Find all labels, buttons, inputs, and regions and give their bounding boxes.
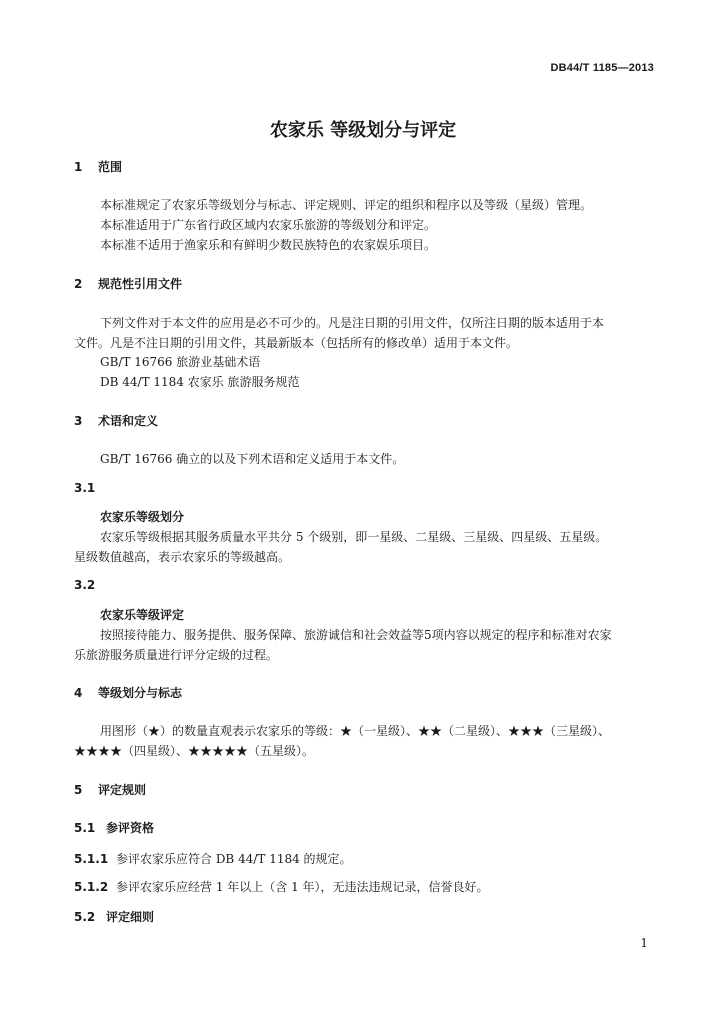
clause-number: 5.1.2 [74,880,109,894]
paragraph-continued: 乐旅游服务质量进行评分定级的过程。 [74,648,279,662]
clause-text: 参评农家乐应符合 DB 44/T 1184 的规定。 [116,852,352,866]
section-title: 规范性引用文件 [98,277,183,291]
paragraph-continued: 星级数值越高，表示农家乐的等级越高。 [74,550,291,564]
term-heading: 农家乐等级评定 [100,608,185,622]
term-number: 3.2 [74,578,96,592]
paragraph-continued: 文件。凡是不注日期的引用文件，其最新版本（包括所有的修改单）适用于本文件。 [74,336,519,350]
page-number: 1 [640,936,648,950]
paragraph: 本标准不适用于渔家乐和有鲜明少数民族特色的农家娱乐项目。 [100,238,437,252]
section-number: 2 [74,277,83,291]
section-title: 范围 [98,160,123,174]
paragraph: 按照接待能力、服务提供、服务保障、旅游诚信和社会效益等5项内容以规定的程序和标准对农家 [100,628,612,642]
paragraph: 用图形（★）的数量直观表示农家乐的等级：★（一星级）、★★（二星级）、★★★（三星级）、 [100,724,611,738]
section-number: 5 [74,783,83,797]
subsection-title: 评定细则 [106,910,155,924]
subsection-5-1-heading [74,819,154,836]
section-number: 4 [74,686,83,700]
clause-text: 参评农家乐应经营 1 年以上（含 1 年），无违法违规记录，信誉良好。 [116,880,489,894]
term-number: 3.1 [74,481,96,495]
clause-5-1-2 [74,878,489,895]
document-title: 农家乐 等级划分与评定 [269,120,457,141]
section-title: 等级划分与标志 [98,686,183,700]
clause-number: 5.1.1 [74,852,109,866]
section-2-heading [74,275,182,292]
section-3-heading [74,412,158,429]
section-5-heading [74,781,146,798]
section-1-heading [74,158,122,175]
term-heading: 农家乐等级划分 [100,510,185,524]
paragraph: 农家乐等级根据其服务质量水平共分 5 个级别，即一星级、二星级、三星级、四星级、五星级。 [100,530,608,544]
section-number: 3 [74,414,83,428]
clause-5-1-1 [74,850,352,867]
paragraph: 本标准规定了农家乐等级划分与标志、评定规则、评定的组织和程序以及等级（星级）管理。 [100,198,593,212]
reference-item: DB 44/T 1184 农家乐 旅游服务规范 [100,375,300,389]
section-title: 评定规则 [98,783,147,797]
subsection-number: 5.1 [74,821,96,835]
section-4-heading [74,684,182,701]
subsection-number: 5.2 [74,910,96,924]
standard-code: DB44/T 1185—2013 [550,62,654,74]
subsection-title: 参评资格 [106,821,155,835]
reference-item: GB/T 16766 旅游业基础术语 [100,355,261,369]
section-title: 术语和定义 [98,414,159,428]
paragraph-continued: ★★★★（四星级）、★★★★★（五星级）。 [74,744,315,758]
paragraph: 本标准适用于广东省行政区域内农家乐旅游的等级划分和评定。 [100,218,437,232]
paragraph: 下列文件对于本文件的应用是必不可少的。凡是注日期的引用文件，仅所注日期的版本适用于本 [100,316,605,330]
paragraph: GB/T 16766 确立的以及下列术语和定义适用于本文件。 [100,452,405,466]
subsection-5-2-heading [74,908,154,925]
section-number: 1 [74,160,83,174]
